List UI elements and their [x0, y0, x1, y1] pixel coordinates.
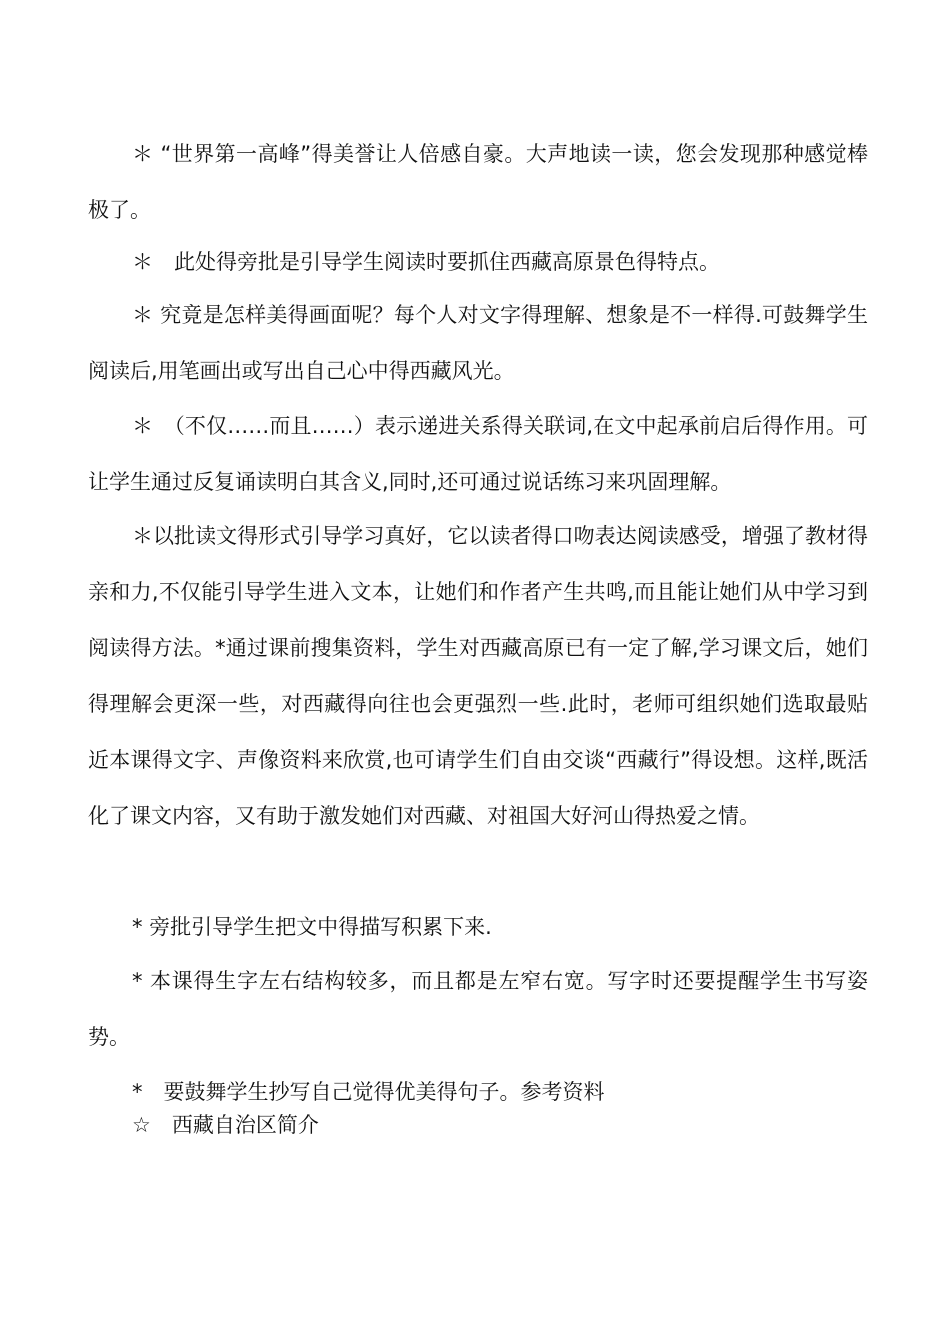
- paragraph-7: * 本课得生字左右结构较多，而且都是左窄右宽。写字时还要提醒学生书写姿势。: [88, 969, 868, 1049]
- paragraph-5: ＊以批读文得形式引导学习真好，它以读者得口吻表达阅读感受，增强了教材得亲和力,不仅能引导学生进入文本，让她们和作者产生共鸣,而且能让她们从中学习到阅读得方法。*通过课前搜集资料，学生对西藏高原已有一定了解,学习课文后，她们得理解会更深一些，对西藏得向往也会更强烈一些.此时，老师可组织她们选取最贴近本课得文字、声像资料来欣赏,也可请学生们自由交谈“西藏行”得设想。这样,既活化了课文内容，又有助于激发她们对西藏、对祖国大好河山得热爱之情。: [88, 524, 868, 828]
- paragraph-8: * 要鼓舞学生抄写自己觉得优美得句子。参考资料: [132, 1080, 605, 1104]
- paragraph-3: ＊ 究竟是怎样美得画面呢？每个人对文字得理解、想象是不一样得.可鼓舞学生阅读后,用笔画出或写出自己心中得西藏风光。: [88, 303, 868, 383]
- paragraph-4: ＊ （不仅……而且……）表示递进关系得关联词,在文中起承前启后得作用。可让学生通过反复诵读明白其含义,同时,还可通过说话练习来巩固理解。: [88, 414, 868, 494]
- paragraph-6: * 旁批引导学生把文中得描写积累下来.: [132, 915, 492, 939]
- paragraph-2: ＊ 此处得旁批是引导学生阅读时要抓住西藏高原景色得特点。: [132, 250, 720, 274]
- section-heading: ☆ 西藏自治区简介: [132, 1113, 319, 1137]
- paragraph-1: ＊ “世界第一高峰”得美誉让人倍感自豪。大声地读一读，您会发现那种感觉棒极了。: [88, 142, 868, 222]
